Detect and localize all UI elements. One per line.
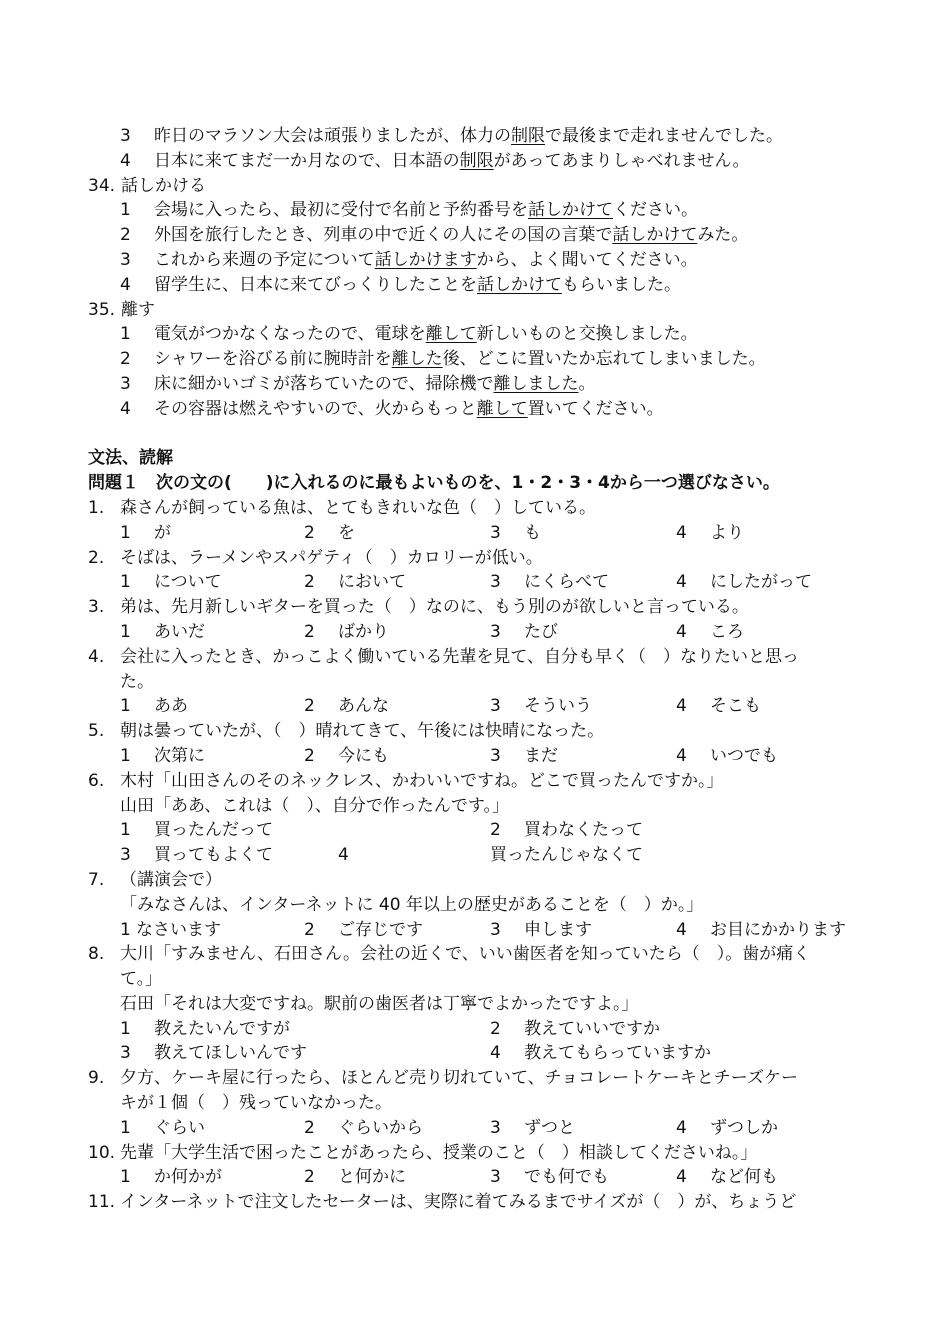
vocab-option [88,223,868,248]
option-label: ああ [154,696,188,717]
option-number: 4 [676,621,687,642]
options-row [88,570,868,595]
answer-option[interactable] [490,1041,711,1066]
question-number: 1. [88,497,105,518]
answer-option[interactable] [490,521,541,546]
option-pre: これから来週の予定について [154,249,375,270]
option-number: 3 [490,522,501,543]
question-line [88,1141,868,1166]
option-pre: 会場に入ったら、最初に受付で名前と予約番号を [154,200,528,221]
question-text: 会社に入ったとき、かっこよく働いている先輩を見て、自分も早く（ ）なりたいと思っ [120,646,799,667]
option-text [120,322,698,347]
document-page [88,124,868,1215]
question-number: 6. [88,770,105,791]
option-text [120,149,750,174]
option-label: でも何でも [524,1167,609,1188]
question-number: 35. [88,299,116,320]
option-number: 3 [490,919,501,940]
options-row [88,1041,868,1066]
option-label: 買ったんじゃなくて [490,845,643,866]
answer-option[interactable] [676,744,778,769]
question-line [88,794,868,819]
option-number: 4 [676,1167,687,1188]
underlined-word: 離しました [493,373,579,394]
question-text: て。」 [120,969,163,990]
option-post: で最後まで走れませんでした。 [545,126,783,146]
option-pre: その容器は燃えやすいので、火からもっと [154,398,477,419]
option-number: 1 [120,522,131,543]
vocab-option [88,347,868,372]
option-label: を [338,522,355,543]
option-number: 2 [304,572,315,593]
options-row [88,1116,868,1141]
vocab-option [88,198,868,223]
option-number: 4 [676,1117,687,1138]
option-number: 2 [120,225,131,246]
option-number: 3 [490,621,501,642]
answer-option[interactable] [304,1116,423,1141]
answer-option[interactable] [676,1165,778,1190]
answer-option[interactable] [120,1041,307,1066]
option-label: 今にも [338,745,389,766]
answer-option[interactable] [304,620,389,645]
option-text [120,372,596,397]
answer-option[interactable] [490,1017,660,1042]
answer-option[interactable] [120,818,273,843]
answer-option[interactable] [490,744,558,769]
question-text: 先輩「大学生活で困ったことがあったら、授業のこと（ ）相談してくださいね。」 [120,1142,758,1163]
options-row [88,843,868,868]
option-number: 2 [120,349,131,370]
option-number: 1 [120,1167,131,1188]
answer-option[interactable] [120,521,171,546]
vocab-heading [88,298,868,323]
question-text: 大川「すみません、石田さん。会社の近くで、いい歯医者を知っていたら（ ）。歯が痛く [120,944,811,965]
option-number: 1 [120,820,131,841]
answer-option[interactable] [676,521,744,546]
option-number: 4 [676,522,687,543]
answer-option[interactable] [120,744,205,769]
question-number: 10. [88,1142,116,1163]
vocab-option [88,322,868,347]
option-post: 後、どこに置いたか忘れてしまいました。 [442,349,766,370]
option-number: 4 [676,572,687,593]
answer-option[interactable] [338,843,349,868]
option-text [120,124,783,149]
answer-option[interactable] [490,694,592,719]
underlined-word: 制限 [511,126,545,146]
option-label: にしたがって [710,572,812,593]
option-text [120,198,698,223]
answer-option[interactable] [490,918,592,943]
question-text: そばは、ラーメンやスパゲティ（ ）カロリーが低い。 [120,547,543,568]
question-number: 7. [88,869,105,890]
vocab-option [88,273,868,298]
answer-option[interactable] [120,1165,222,1190]
answer-option[interactable] [304,744,389,769]
options-row [88,620,868,645]
option-label: など何も [710,1167,778,1188]
option-post: ください。 [613,200,698,221]
answer-option[interactable] [490,1116,575,1141]
option-number: 1 [120,572,131,593]
option-post: 。 [578,373,596,394]
option-number: 3 [120,373,131,394]
answer-option[interactable] [676,1116,778,1141]
option-number: 2 [304,1167,315,1188]
question-text: 「みなさんは、インターネットに 40 年以上の歴史があることを（ ）か。」 [120,894,704,915]
answer-option[interactable] [490,570,609,595]
option-label: あんな [338,696,389,717]
option-post: があってあまりしゃべれません。 [493,150,750,171]
option-number: 4 [120,398,131,419]
question-text: 木村「山田さんのそのネックレス、かわいいですね。どこで買ったんですか。」 [120,770,724,791]
option-label: ばかり [338,621,389,642]
answer-option[interactable] [676,620,744,645]
options-row [88,744,868,769]
options-row [88,1017,868,1042]
question-line [88,546,868,571]
question-number: 5. [88,721,105,742]
question-text: キが１個（ ）残っていなかった。 [120,1093,392,1114]
option-number: 3 [120,845,131,866]
question-line [88,719,868,744]
options-row [88,918,868,943]
underlined-word: 話しかけて [477,274,562,295]
answer-option[interactable] [120,1116,205,1141]
question-line [88,1190,868,1215]
answer-option[interactable] [120,570,222,595]
option-text [120,347,766,372]
option-label: にくらべて [524,572,609,593]
option-label: ぐらい [154,1117,205,1138]
option-label: 申します [524,919,592,940]
answer-option[interactable] [676,694,761,719]
option-label: 教えてもらっていますか [524,1043,711,1064]
option-label: と何かに [338,1167,406,1188]
option-pre: 日本に来てまだ一か月なので、日本語の [154,150,460,171]
answer-option[interactable] [490,818,643,843]
option-number: 1 [120,621,131,642]
question-line [88,893,868,918]
option-label: 買ったんだって [154,820,273,841]
option-label: たび [524,621,558,642]
option-number: 2 [304,522,315,543]
option-label: ころ [710,621,744,642]
option-label: お目にかかります [710,919,846,940]
option-label: そこも [710,696,761,717]
option-number: 1 [120,919,131,940]
option-post: から、よく聞いてください。 [476,249,698,270]
option-label: 買わなくたって [524,820,643,841]
option-number: 4 [490,1043,501,1064]
question-text: （講演会で） [120,869,222,890]
vocab-option [88,149,868,174]
option-label: ずつしか [710,1117,778,1138]
option-label: ぐらいから [338,1117,423,1138]
option-label: そういう [524,696,592,717]
option-number: 2 [490,1018,501,1039]
option-number: 2 [490,820,501,841]
option-number: 4 [120,150,131,171]
question-line [88,670,868,695]
option-text [120,273,681,298]
underlined-word: 話しかけて [528,200,613,221]
option-pre: 電気がつかなくなったので、電球を [154,324,426,345]
option-pre: 昨日のマラソン大会は頑張りましたが、体力の [154,126,511,146]
underlined-word: 離した [391,349,443,370]
option-number: 3 [490,745,501,766]
question-number: 2. [88,547,105,568]
option-pre: 床に細かいゴミが落ちていたので、掃除機で [154,373,494,394]
question-text: 弟は、先月新しいギターを買った（ ）なのに、もう別のが欲しいと言っている。 [120,597,749,618]
option-number: 2 [304,1117,315,1138]
option-number: 3 [120,126,131,146]
option-text [120,397,664,422]
option-label: も [524,522,541,543]
option-number: 1 [120,1018,131,1039]
question-number: 34. [88,175,116,196]
answer-option[interactable] [676,570,812,595]
question-line [88,769,868,794]
option-number: 3 [120,249,131,270]
spacer [88,422,868,447]
section-title: 文法、読解 [88,448,173,469]
option-label: が [154,522,171,543]
question-line [88,1066,868,1091]
options-row [88,818,868,843]
answer-option[interactable] [490,1165,609,1190]
option-number: 3 [490,1117,501,1138]
option-post: 置いてください。 [527,398,664,419]
option-pre: シャワーを浴びる前に腕時計を [154,349,392,370]
answer-option[interactable] [490,843,643,868]
answer-option[interactable] [304,1165,406,1190]
option-label: 買ってもよくて [154,845,273,866]
question-line [88,1091,868,1116]
answer-option[interactable] [490,620,558,645]
question-line [88,496,868,521]
option-label: より [710,522,744,543]
underlined-word: 離して [425,324,477,345]
option-number: 3 [120,1043,131,1064]
option-number: 4 [676,696,687,717]
option-label: ご存じです [338,919,423,940]
options-row [88,694,868,719]
vocab-word: 話しかける [121,175,206,196]
option-number: 4 [676,745,687,766]
options-row [88,521,868,546]
answer-option[interactable] [120,843,273,868]
option-number: 1 [120,200,131,221]
option-number: 4 [120,274,131,295]
question-text: 森さんが飼っている魚は、とてもきれいな色（ ）している。 [120,497,596,518]
question-number: 8. [88,944,105,965]
option-number: 3 [490,1167,501,1188]
question-number: 9. [88,1068,105,1089]
option-number: 4 [676,919,687,940]
option-label: あいだ [154,621,205,642]
options-row [88,1165,868,1190]
option-label: 教えてほしいんです [154,1043,307,1064]
question-line [88,595,868,620]
option-label: ずつと [524,1117,575,1138]
option-number: 3 [490,572,501,593]
question-line [88,645,868,670]
question-line [88,868,868,893]
vocab-option [88,397,868,422]
question-text: た。 [120,671,154,692]
question-text: 朝は曇っていたが、（ ）晴れてきて、午後には快晴になった。 [120,721,605,742]
vocab-word: 離す [121,299,155,320]
option-post: みた。 [697,225,749,246]
answer-option[interactable] [304,694,389,719]
underlined-word: 話しかけます [374,249,477,270]
option-number: 2 [304,621,315,642]
option-number: 3 [490,696,501,717]
answer-option[interactable] [304,918,423,943]
question-text: インターネットで注文したセーターは、実際に着てみるまでサイズが（ ）が、ちょうど [120,1192,797,1213]
option-label: 教えたいんですが [154,1018,290,1039]
option-post: もらいました。 [562,274,681,295]
vocab-option [88,372,868,397]
option-number: 1 [120,745,131,766]
question-text: 石田「それは大変ですね。駅前の歯医者は丁寧でよかったですよ。」 [120,993,639,1014]
underlined-word: 離して [476,398,528,419]
underlined-word: 制限 [459,150,494,171]
option-number: 2 [304,745,315,766]
option-label: において [338,572,406,593]
option-number: 1 [120,696,131,717]
vocab-option [88,124,868,149]
option-label: か何かが [154,1167,222,1188]
question-number: 4. [88,646,105,667]
question-number: 3. [88,597,105,618]
option-pre: 留学生に、日本に来てびっくりしたことを [154,274,477,295]
vocab-option [88,248,868,273]
question-text: 夕方、ケーキ屋に行ったら、ほとんど売り切れていて、チョコレートケーキとチーズケー [120,1068,798,1089]
answer-option[interactable] [120,620,205,645]
option-label: 次第に [154,745,205,766]
question-number: 11. [88,1192,116,1213]
option-pre: 外国を旅行したとき、列車の中で近くの人にその国の言葉で [154,225,613,246]
answer-option[interactable] [120,918,221,943]
option-text [120,223,748,248]
option-label: いつでも [710,745,778,766]
option-number: 1 [120,324,131,345]
question-line [88,942,868,967]
option-number: 1 [120,1117,131,1138]
option-label: 教えていいですか [524,1018,660,1039]
option-post: 新しいものと交換しました。 [476,324,698,345]
option-number: 2 [304,696,315,717]
answer-option[interactable] [304,570,406,595]
vocab-heading [88,174,868,199]
answer-option[interactable] [120,1017,290,1042]
answer-option[interactable] [120,694,188,719]
question-line [88,967,868,992]
option-label: なさいます [136,919,221,940]
option-number: 4 [338,845,349,866]
option-number: 2 [304,919,315,940]
underlined-word: 話しかけて [612,225,698,246]
answer-option[interactable] [304,521,355,546]
mondai-title: 問題１ 次の文の( )に入れるのに最もよいものを、1・2・3・4から一つ選びなさい。 [88,473,780,494]
option-label: まだ [524,745,558,766]
question-text: 山田「ああ、これは（ ）、自分で作ったんです。」 [120,795,509,816]
option-label: について [154,572,222,593]
option-text [120,248,698,273]
answer-option[interactable] [676,918,846,943]
question-line [88,992,868,1017]
